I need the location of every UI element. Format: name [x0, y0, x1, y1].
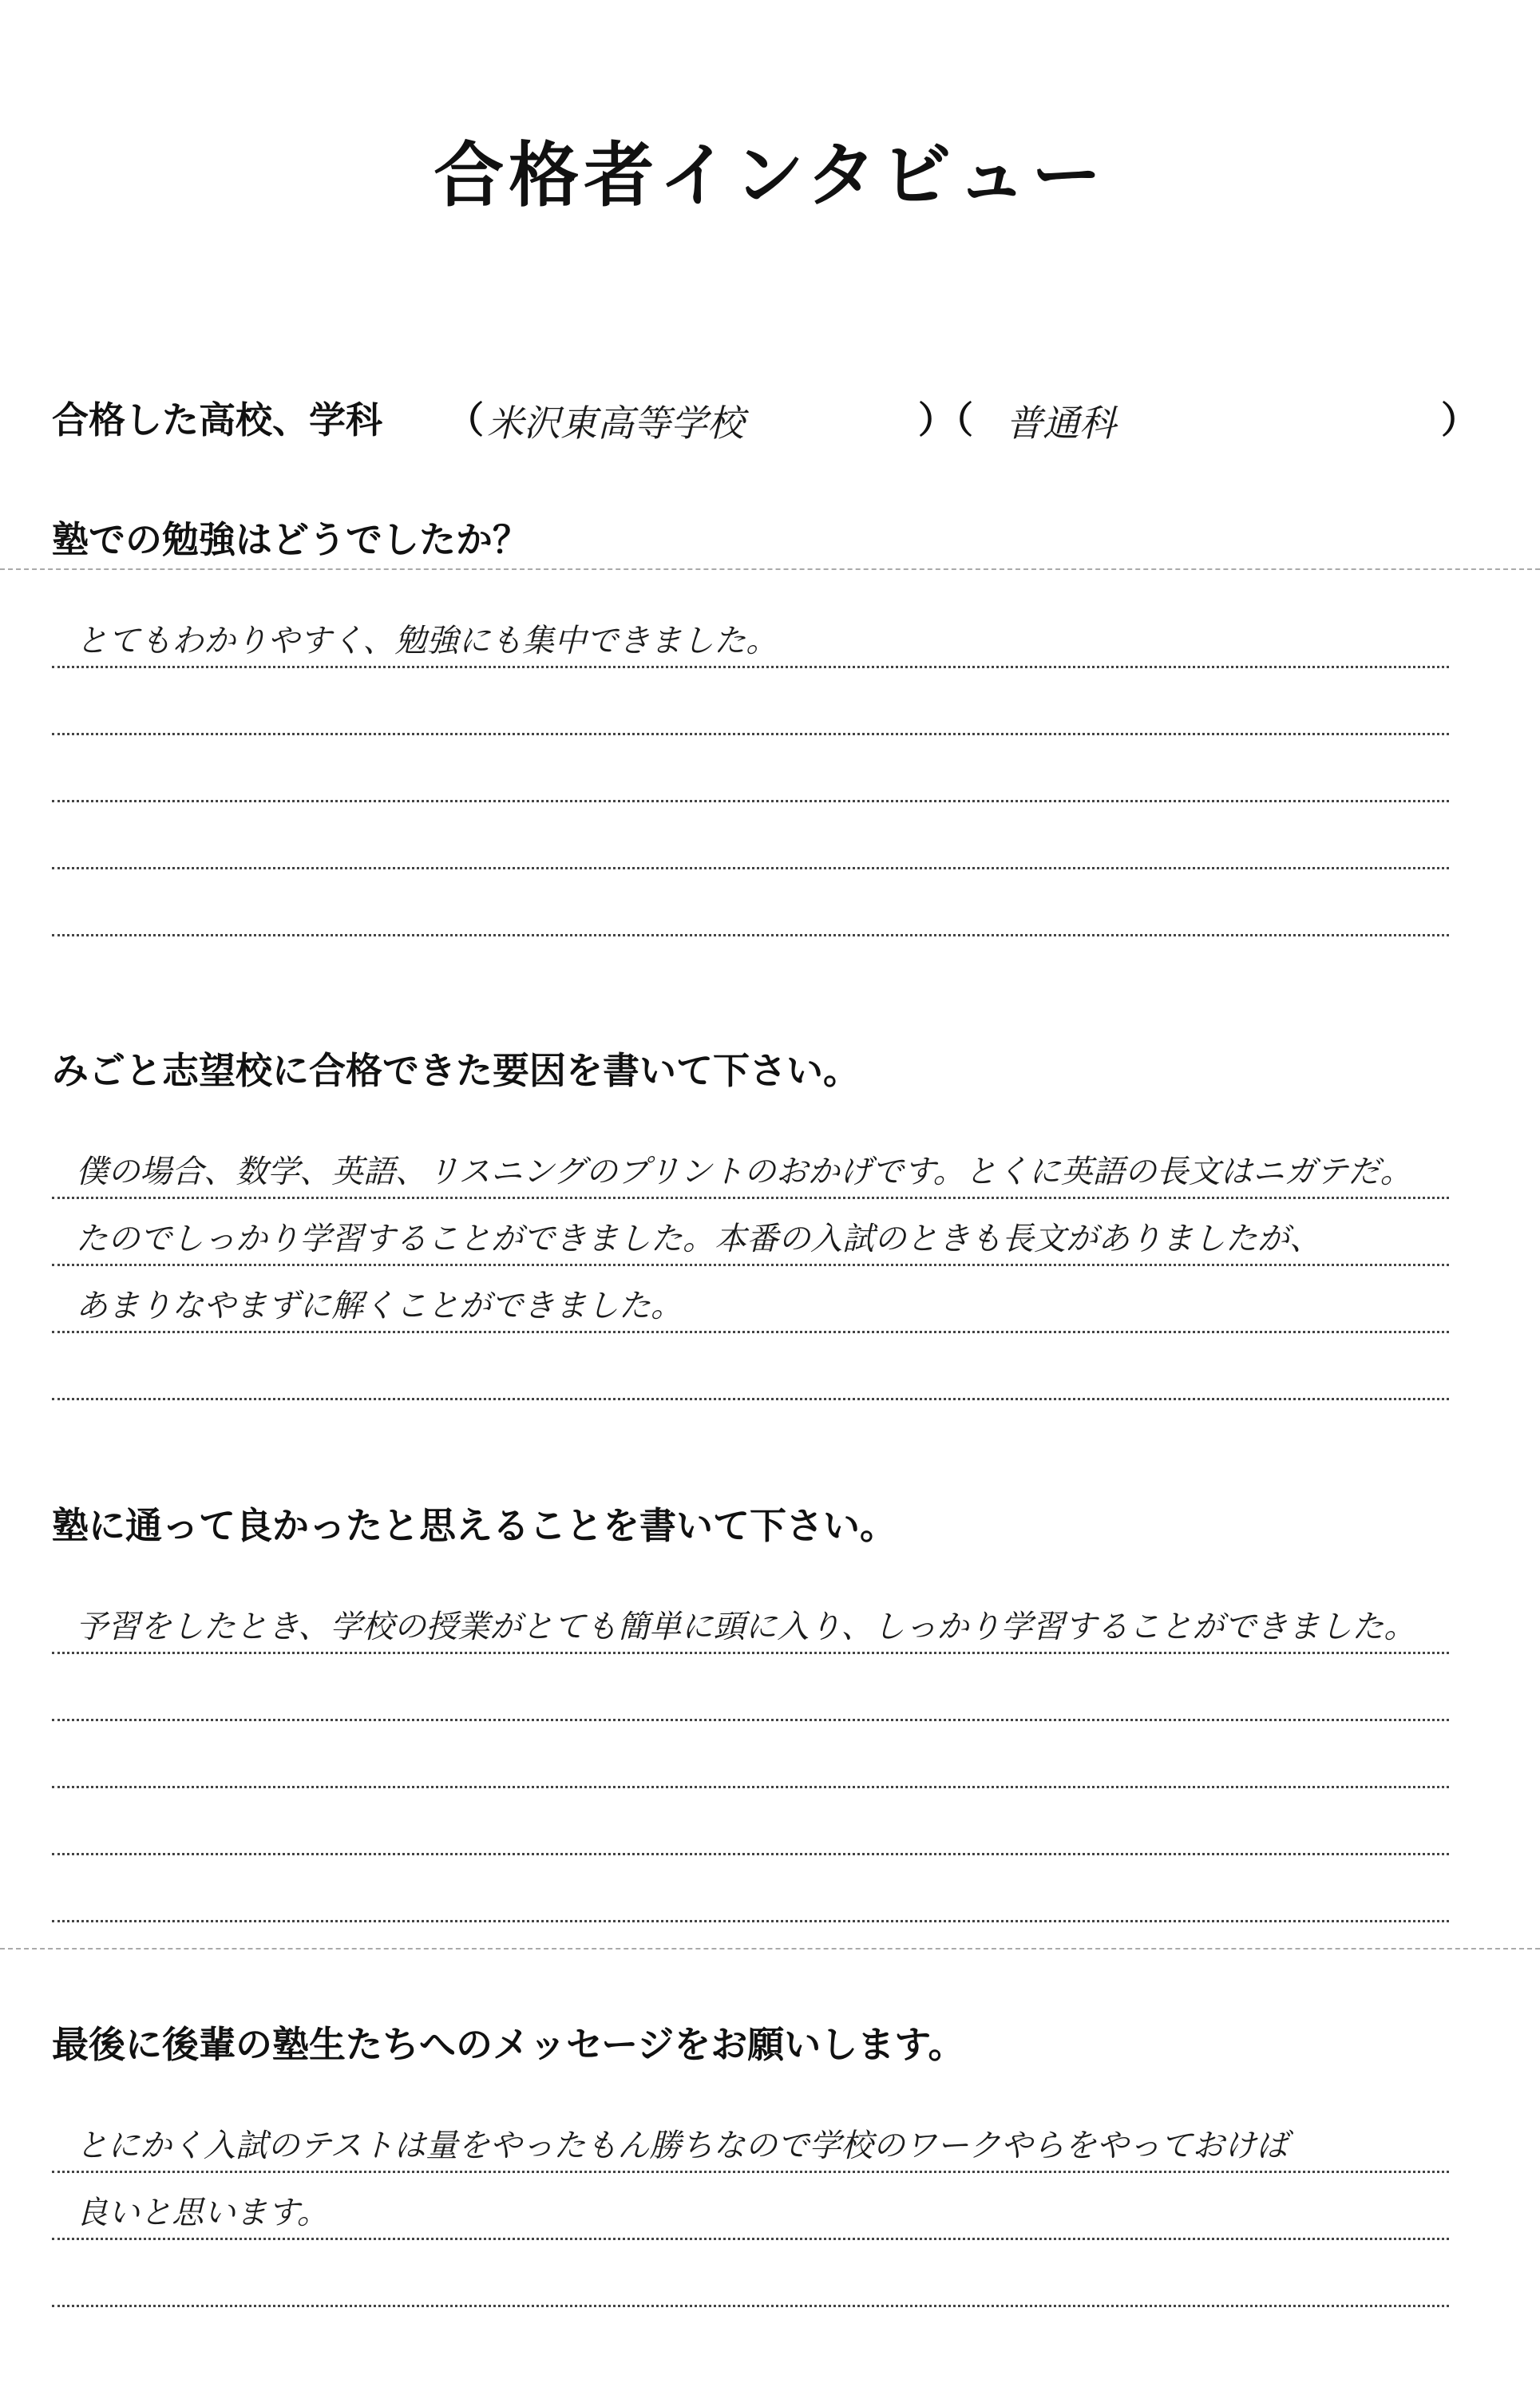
- answer-line: [52, 667, 1449, 735]
- school-row: [52, 391, 1481, 447]
- answer-line: [52, 1332, 1449, 1400]
- answer-text: 良いと思います。: [76, 2195, 329, 2231]
- answer-text: とてもわかりやすく、勉強にも集中できました。: [76, 623, 778, 659]
- answer-line: [52, 869, 1449, 936]
- answer-line: [52, 1855, 1449, 1922]
- school-mid-paren: ）（: [918, 398, 973, 441]
- answer-line: [52, 1653, 1449, 1721]
- answer-line: [52, 1265, 1449, 1333]
- question-message: 最後に後輩の塾生たちへのメッセージをお願いします。: [52, 2023, 965, 2066]
- school-label: 合格した高校、学科: [52, 398, 382, 441]
- school-name: 米沢東高等学校: [487, 402, 744, 445]
- section-success-factor: [52, 1042, 1473, 1441]
- question-study: 塾での勉強はどうでしたか？: [52, 518, 529, 561]
- answer-line: [52, 600, 1449, 668]
- answer-line: [52, 1198, 1449, 1266]
- answer-line: [52, 1131, 1449, 1199]
- answer-text: たのでしっかり学習することができました。本番の入試のときも長文がありましたが、: [76, 1221, 1321, 1257]
- answer-line: [52, 1586, 1449, 1654]
- question-success-factor: みごと志望校に合格できた要因を書いて下さい。: [52, 1049, 860, 1092]
- section-message: [52, 2016, 1473, 2351]
- section-good-points: [52, 1497, 1473, 1944]
- page-title: 合格者インタビュー: [433, 134, 1107, 216]
- answer-line: [52, 2239, 1449, 2307]
- answer-text: 予習をしたとき、学校の授業がとても簡単に頭に入り、しっかり学習することができました。: [76, 1609, 1416, 1645]
- school-open-paren: （: [447, 398, 484, 441]
- question-good-points: 塾に通って良かったと思えることを書いて下さい。: [52, 1504, 897, 1547]
- answer-text: 僕の場合、数学、英語、リスニングのプリントのおかげです。とくに英語の長文はニガテだ。: [76, 1154, 1412, 1190]
- answer-line: [52, 1720, 1449, 1788]
- section-study: [52, 511, 1473, 974]
- answer-line: [52, 2172, 1449, 2240]
- answer-line: [52, 802, 1449, 869]
- fold-line: [0, 1948, 1540, 1950]
- course-name: 普通科: [1006, 402, 1116, 445]
- answer-line: [52, 734, 1449, 802]
- answer-line: [52, 2105, 1449, 2173]
- school-close-paren: ）: [1441, 398, 1478, 441]
- answer-line: [52, 1787, 1449, 1855]
- answer-text: とにかく入試のテストは量をやったもん勝ちなので学校のワークやらをやっておけば: [76, 2128, 1289, 2164]
- answer-text: あまりなやまずに解くことができました。: [76, 1288, 683, 1324]
